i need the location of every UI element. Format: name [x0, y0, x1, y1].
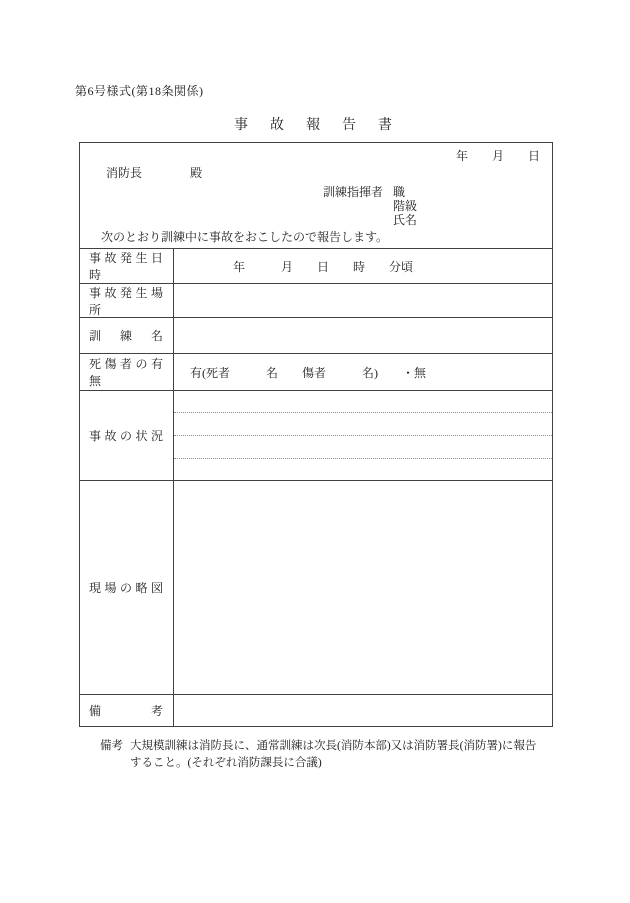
trainer-field-rank: 階級: [393, 199, 418, 213]
form-number-label: 第6号様式(第18条関係): [75, 84, 204, 98]
trainer-info-block: [323, 185, 552, 227]
report-table: [79, 142, 553, 727]
addressee-line: 消防長 殿: [106, 166, 203, 180]
remarks-value: [174, 695, 552, 726]
accident-details-value: [174, 391, 552, 480]
row-accident-details: [80, 390, 552, 480]
accident-location-label-cell: [80, 284, 174, 317]
footnote: [100, 738, 536, 772]
accident-datetime-label: 事故発生日時: [89, 251, 164, 282]
row-training-name: [80, 317, 552, 353]
trainer-field-name: 氏名: [393, 213, 418, 227]
accident-datetime-label-cell: [80, 249, 174, 283]
footnote-line-1: 大規模訓練は消防長に、通常訓練は次長(消防本部)又は消防署長(消防署)に報告: [130, 740, 537, 752]
remarks-label-cell: [80, 695, 174, 726]
scene-sketch-label-cell: [80, 481, 174, 694]
row-remarks: [80, 694, 552, 726]
remarks-label: 備考: [89, 704, 164, 718]
footnote-line-2: すること。(それぞれ消防課長に合議): [130, 757, 322, 769]
accident-location-label: 事故発生場所: [89, 285, 164, 317]
trainer-label: 訓練指揮者: [323, 185, 384, 199]
trainer-fields: [393, 185, 417, 227]
casualties-value: 有(死者 名 傷者 名) ・無: [190, 365, 426, 380]
footnote-label: 備考: [100, 740, 123, 752]
dotted-rule-line: [174, 435, 552, 436]
scene-sketch-label: 現場の略図: [89, 581, 164, 595]
training-name-value: [174, 318, 552, 353]
scene-sketch-value: [174, 481, 552, 694]
dotted-rule-line: [174, 458, 552, 459]
footnote-text: [130, 738, 536, 772]
row-accident-location: [80, 283, 552, 317]
accident-datetime-value: 年 月 日 時 分頃: [233, 259, 414, 274]
accident-location-value: [174, 284, 552, 317]
accident-details-label: 事故の状況: [89, 429, 164, 443]
casualties-label: 死傷者の有無: [89, 357, 164, 388]
trainer-field-job: 職: [393, 185, 406, 199]
row-scene-sketch: [80, 480, 552, 694]
casualties-label-cell: [80, 354, 174, 390]
report-header-cell: [80, 143, 552, 248]
document-title: 事故報告書: [234, 118, 414, 133]
training-name-label-cell: [80, 318, 174, 353]
accident-details-label-cell: [80, 391, 174, 480]
report-date-line: 年 月 日: [455, 149, 540, 163]
training-name-label: 訓練名: [89, 329, 164, 343]
row-casualties: [80, 353, 552, 390]
intro-sentence: 次のとおり訓練中に事故をおこしたので報告します。: [101, 230, 389, 244]
dotted-rule-line: [174, 412, 552, 413]
row-accident-datetime: [80, 248, 552, 283]
